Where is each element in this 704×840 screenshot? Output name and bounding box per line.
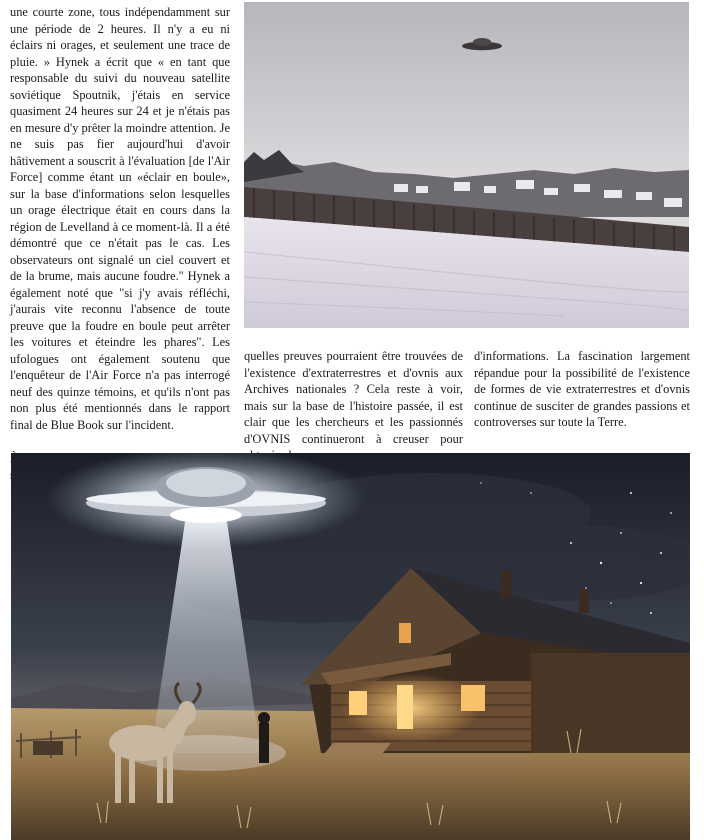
column-1-paragraph-1: une courte zone, tous indépendamment sur une période de 2 heures. Il n'y a eu ni éclairs ni orages, et seulement une trace de pluie. » Hynek a écrit que « en tant que responsable du suivi du nouveau satellite soviétique Spoutnik, j'étais en service quasiment 24 heures sur 24 et je n'étais pas en mesure d'y prêter la moindre attention. Je ne suis pas fier aujourd'hui d'avoir hâtivement a souscrit à l'évaluation [de l'Air Force] comme étant un «éclair en boule», sur la base d'informations selon lesquelles un orage électrique était en cours dans la région de Levelland à ce moment-là. Il a été démontré que ce n'était pas le cas. Les observateurs ont signalé un ciel couvert et de la brume, mais aucune foudre." Hynek a également noté que "si j'y avais réfléchi, j'aurais vite reconnu l'absence de toute preuve que la foudre en boule peut arrêter les voitures et éteindre les phares". Les ufologues ont également soutenu que l'enquêteur de l'Air Force n'a pas interrogé neuf des quinze témoins, et qu'ils n'ont pas non plus été mentionnés dans le rapport final de Blue Book sur l'incident. <box>10 5 230 432</box>
article-column-3 <box>474 348 690 431</box>
bottom-illustration-drawing <box>11 453 690 840</box>
column-2-paragraph-1: quelles preuves pourraient être trouvées de l'existence d'extraterrestres et d'ovnis aux Archives nationales ? Cela reste à voir, mais sur la base de l'histoire passée, il est clair que les chercheurs et les passionnés d'OVNIS continueront à creuser pour <box>244 349 463 446</box>
ufo-beam-over-farmhouse-illustration <box>11 453 690 840</box>
ufo-over-snowy-field-photo <box>244 2 689 328</box>
article-column-2 <box>244 348 463 464</box>
top-photo-drawing <box>244 2 689 328</box>
article-column-1 <box>10 4 230 483</box>
column-3-paragraph-1: d'informations. La fascination largement répandue pour la possibilité de l'existence de formes de vie extraterrestres et d'ovnis continue de susciter de grandes passions et controverses sur toute la Terre. <box>474 349 690 429</box>
